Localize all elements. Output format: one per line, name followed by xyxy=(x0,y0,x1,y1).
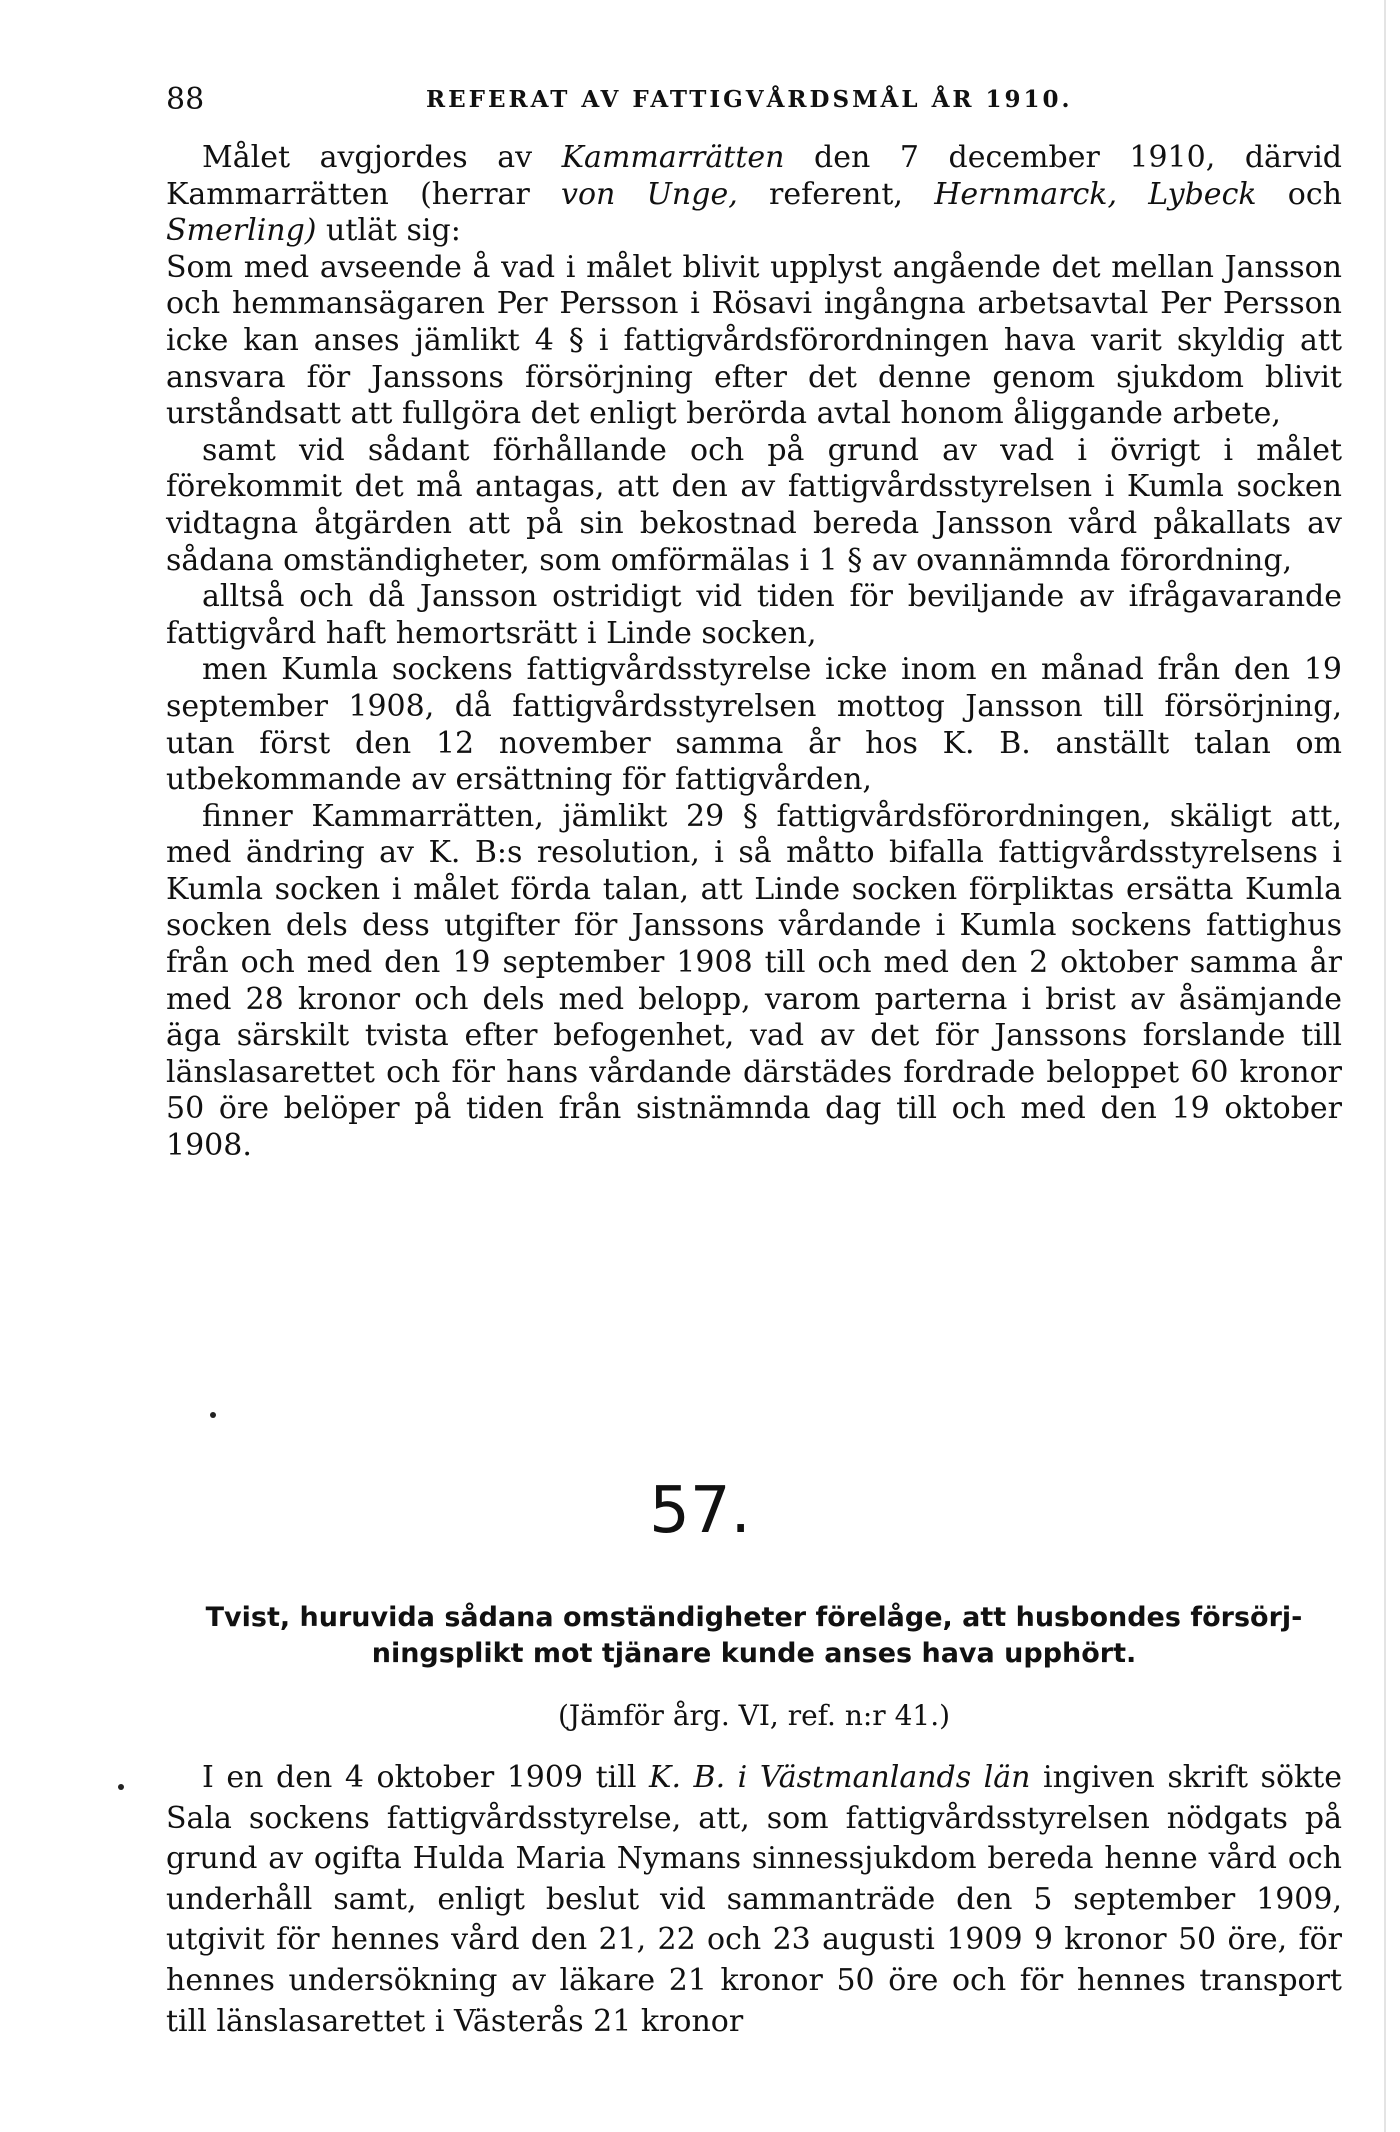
page-header xyxy=(166,82,1342,116)
case-text xyxy=(166,1758,1342,2042)
case-paragraph: I en den 4 oktober 1909 till K. B. i Västmanlands län ingiven skrift sökte Sala sockens fattigvårdsstyrelse, att, som fattigvårdsstyrelsen nödgats på grund av ogifta Hulda Maria Nymans sinnessjukdom bereda henne vård och underhåll samt, enligt beslut vid sammanträde den 5 september 1909, utgivit för hennes vård den 21, 22 och 23 augusti 1909 9 kronor 50 öre, för hennes undersökning av läkare 21 kronor 50 öre och för hennes transport till länslasarettet i Västerås 21 kronor xyxy=(166,1760,1343,2039)
authority-name: K. B. i Västmanlands län xyxy=(649,1760,1031,1795)
decision-paragraph: alltså och då Jansson ostridigt vid tiden för beviljande av ifrågavarande fattigvård haft hemortsrätt i Linde socken, xyxy=(166,579,1342,651)
judge-smerling: Smerling) xyxy=(166,213,317,249)
cross-reference: (Jämför årg. VI, ref. n:r 41.) xyxy=(557,1699,951,1732)
page-number: 88 xyxy=(166,82,205,117)
running-head: REFERAT AV FATTIGVÅRDSMÅL ÅR 1910. xyxy=(426,86,1073,113)
case-title xyxy=(166,1600,1342,1672)
judge-names: Hernmarck, Lybeck xyxy=(934,176,1257,212)
decision-paragraph: samt vid sådant förhållande och på grund av vad i övrigt i målet förekommit det må antagas, att den av fattigvårdsstyrelsen i Kumla socken vidtagna åtgärden att på sin bekostnad bereda Jansson vård påkallats av sådana omständigheter, som omförmälas i 1 § av ovannämnda förordning, xyxy=(166,432,1342,578)
decision-paragraph: Som med avseende å vad i målet blivit upplyst angående det mellan Jansson och hemmansägaren Per Persson i Rösavi ingångna arbetsavtal Per Persson icke kan anses jämlikt 4 § i fattigvårdsförordningen hava varit skyldig att ansvara för Janssons försörjning efter det denne genom sjukdom blivit urståndsatt att fullgöra det enligt berörda avtal honom åliggande arbete, xyxy=(166,249,1342,432)
court-name: Kammarrätten xyxy=(561,140,785,175)
scan-edge xyxy=(1384,0,1386,2132)
decision-text xyxy=(166,140,1342,1165)
judge-von-unge: von Unge, xyxy=(561,176,738,212)
decision-paragraph: finner Kammarrätten, jämlikt 29 § fattigvårdsförordningen, skäligt att, med ändring av K. B:s resolution, i så måtto bifalla fattigvårdsstyrelsens i Kumla socken i målet förda talan, att Linde socken förpliktas ersätta Kumla socken dels dess utgifter för Janssons vårdande i Kumla sockens fattighus från och med den 19 september 1908 till och med den 2 oktober samma år med 28 kronor och dels med belopp, varom parterna i brist av åsämjande äga särskilt tvista efter befogenhet, vad av det för Janssons forslande till länslasarettet och för hans vårdande därstädes fordrade beloppet 60 kronor 50 öre belöper på tiden från sistnämnda dag till och med den 19 oktober 1908. xyxy=(166,798,1342,1164)
decision-paragraph: men Kumla sockens fattigvårdsstyrelse icke inom en månad från den 19 september 1908, då fattigvårdsstyrelsen mottog Jansson till försörjning, utan först den 12 november samma år hos K. B. anställt talan om utbekommande av ersättning för fattigvården, xyxy=(166,652,1342,798)
case-title-line: ningsplikt mot tjänare kunde anses hava upphört. xyxy=(371,1638,1137,1669)
case-number: 57. xyxy=(649,1474,751,1548)
case-title-line: Tvist, huruvida sådana omständigheter förelåge, att husbondes försörj- xyxy=(205,1602,1303,1633)
decision-intro-paragraph: Målet avgjordes av Kammarrätten den 7 december 1910, därvid Kammarrätten (herrar von Unge, referent, Hernmarck, Lybeck och Smerling) utlät sig: xyxy=(166,140,1342,249)
